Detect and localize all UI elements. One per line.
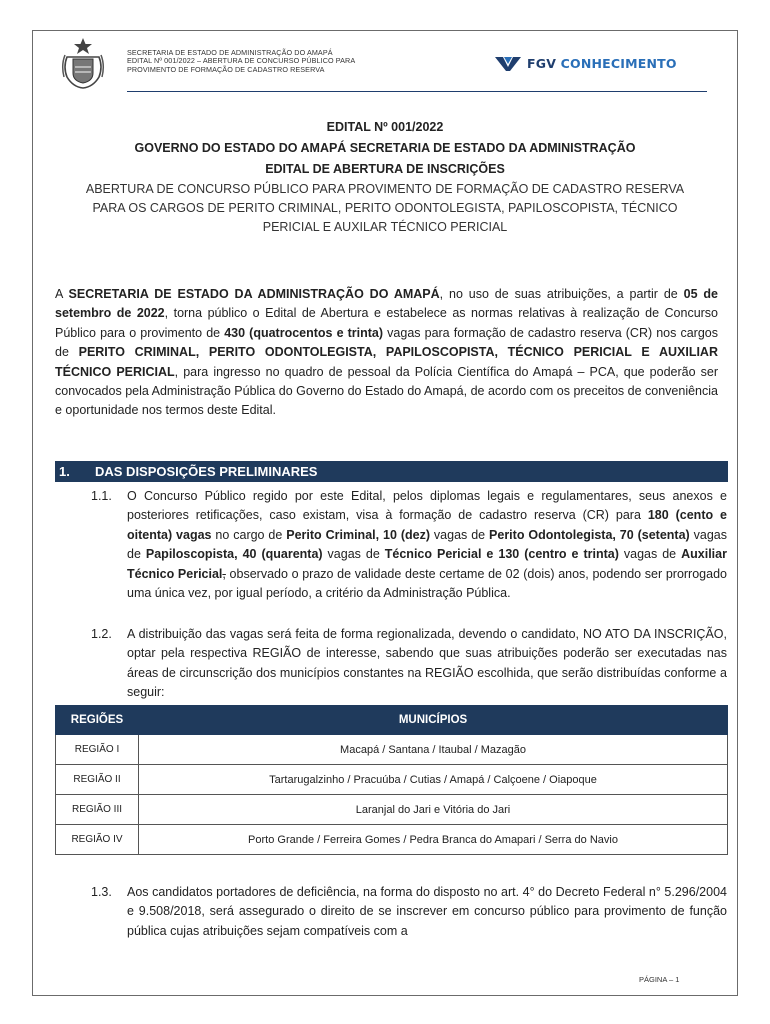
- municipalities-cell: Porto Grande / Ferreira Gomes / Pedra Branca do Amapari / Serra do Navio: [139, 825, 728, 855]
- fgv-logo: [495, 55, 677, 71]
- item-text: O Concurso Público regido por este Edital, pelos diplomas legais e regulamentares, seus anexos e posteriores retificações, caso existam, visa à formação de cadastro reserva (CR) para 180 (cento e oitenta) vagas no cargo de Perito Criminal, 10 (dez) vagas de Perito Odontolegista, 70 (setenta) vagas de Papiloscopista, 40 (quarenta) vagas de Técnico Pericial e 130 (centro e trinta) vagas de Auxiliar Técnico Pericial, observado o prazo de validade deste certame de 02 (dois) anos, podendo ser prorrogado uma única vez, por igual período, a critério da Administração Pública.: [127, 489, 727, 601]
- table-header-row: [56, 706, 728, 735]
- municipalities-cell: Tartarugalzinho / Pracuúba / Cutias / Amapá / Calçoene / Oiapoque: [139, 765, 728, 795]
- region-cell: REGIÃO IV: [56, 825, 139, 855]
- table-row: [56, 765, 728, 795]
- header-line-2: EDITAL Nº 001/2022 – ABERTURA DE CONCURSO PÚBLICO PARA: [127, 56, 356, 66]
- section-heading: 1. DAS DISPOSIÇÕES PRELIMINARES: [55, 461, 728, 482]
- fgv-chevron-icon: [495, 55, 521, 71]
- document-page: [32, 30, 738, 996]
- regions-table: [55, 705, 728, 855]
- region-cell: REGIÃO I: [56, 735, 139, 765]
- header-divider: [127, 91, 707, 92]
- item-1-3: [91, 883, 727, 941]
- item-1-1: [91, 487, 727, 603]
- column-header-municipalities: MUNICÍPIOS: [139, 706, 728, 735]
- title-block: [33, 117, 737, 237]
- region-cell: REGIÃO III: [56, 795, 139, 825]
- table-row: [56, 825, 728, 855]
- page-header: [33, 31, 737, 93]
- table-row: [56, 795, 728, 825]
- edital-number: EDITAL Nº 001/2022: [326, 120, 444, 134]
- government-title: GOVERNO DO ESTADO DO AMAPÁ SECRETARIA DE ESTADO DA ADMINISTRAÇÃO: [134, 141, 636, 155]
- region-cell: REGIÃO II: [56, 765, 139, 795]
- header-line-1: SECRETARIA DE ESTADO DE ADMINISTRAÇÃO DO AMAPÁ: [127, 48, 333, 57]
- edital-subtitle: ABERTURA DE CONCURSO PÚBLICO PARA PROVIMENTO DE FORMAÇÃO DE CADASTRO RESERVA PARA OS CARGOS DE PERITO CRIMINAL, PERITO ODONTOLEGISTA, PAPILOSCOPISTA, TÉCNICO PERICIAL E AUXILAR TÉCNICO PERICIAL: [85, 182, 685, 234]
- header-text: [127, 49, 355, 74]
- item-number: 1.2.: [91, 627, 112, 641]
- fgv-logo-text: FGV CONHECIMENTO: [527, 55, 677, 71]
- edital-heading: EDITAL DE ABERTURA DE INSCRIÇÕES: [265, 162, 505, 176]
- intro-paragraph: A SECRETARIA DE ESTADO DA ADMINISTRAÇÃO DO AMAPÁ, no uso de suas atribuições, a partir de 05 de setembro de 2022, torna público o Edital de Abertura e estabelece as normas relativas à realização de Concurso Público para o provimento de 430 (quatrocentos e trinta) vagas para formação de cadastro reserva (CR) nos cargos de PERITO CRIMINAL, PERITO ODONTOLEGISTA, PAPILOSCOPISTA, TÉCNICO PERICIAL E AUXILIAR TÉCNICO PERICIAL, para ingresso no quadro de pessoal da Polícia Científica do Amapá – PCA, que poderão ser convocados pela Administração Pública do Governo do Estado do Amapá, de acordo com os preceitos de conveniência e oportunidade nos termos deste Edital.: [55, 287, 719, 418]
- item-number: 1.1.: [91, 489, 112, 503]
- header-line-3: PROVIMENTO DE FORMAÇÃO DE CADASTRO RESERVA: [127, 64, 325, 74]
- column-header-regions: REGIÕES: [56, 706, 139, 735]
- item-text: Aos candidatos portadores de deficiência, na forma do disposto no art. 4° do Decreto Federal n° 5.296/2004 e 9.508/2018, será assegurado o direito de se inscrever em concurso público para provimento de função pública cujas atribuições sejam compatíveis com a: [127, 885, 727, 938]
- page-number: PÁGINA – 1: [639, 975, 680, 984]
- municipalities-cell: Macapá / Santana / Itaubal / Mazagão: [139, 735, 728, 765]
- table-row: [56, 735, 728, 765]
- item-1-2: [91, 625, 727, 703]
- municipalities-cell: Laranjal do Jari e Vitória do Jari: [139, 795, 728, 825]
- item-number: 1.3.: [91, 885, 112, 899]
- item-text: A distribuição das vagas será feita de forma regionalizada, devendo o candidato, NO ATO DA INSCRIÇÃO, optar pela respectiva REGIÃO de interesse, sabendo que suas atribuições poderão ser executadas nas áreas de circunscrição dos municípios constantes na REGIÃO escolhida, que serão distribuídas conforme a seguir:: [127, 627, 727, 700]
- coat-of-arms-icon: [61, 37, 105, 89]
